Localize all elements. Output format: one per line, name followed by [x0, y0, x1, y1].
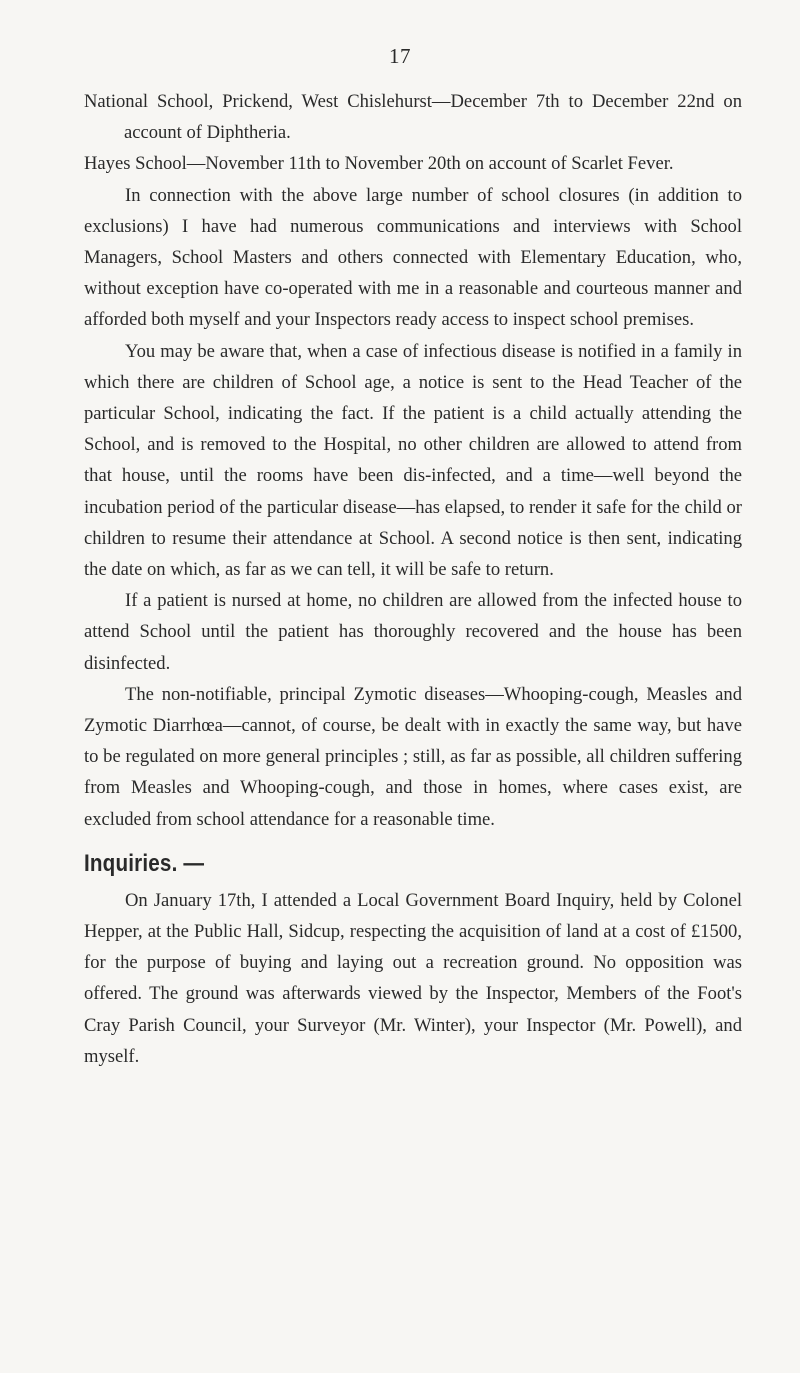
paragraph-school-closures: In connection with the above large number of school closures (in addition to exclusions) I have had numerous communications and interviews with School Managers, School Masters and others connected with Elementary Education, who, without exception have co-operated with me in a reasonable and courteous manner and afforded both myself and your Inspectors ready access to inspect school premises.: [84, 184, 742, 331]
closure-entry-national-school: National School, Prickend, West Chislehurst—December 7th to December 22nd on account of Diphtheria.: [84, 91, 742, 144]
page-body: [84, 86, 742, 1072]
section-heading-inquiries: Inquiries. —: [84, 849, 205, 877]
paragraph-inquiries: On January 17th, I attended a Local Government Board Inquiry, held by Colonel Hepper, at the Public Hall, Sidcup, respecting the acquisition of land at a cost of £1500, for the purpose of buying and laying out a recreation ground. No opposition was offered. The ground was afterwards viewed by the Inspector, Members of the Foot's Cray Parish Council, your Surveyor (Mr. Winter), your Inspector (Mr. Powell), and myself.: [84, 889, 742, 1067]
paragraph-notification-procedure: You may be aware that, when a case of infectious disease is notified in a family in which there are children of School age, a notice is sent to the Head Teacher of the particular School, indicating the fact. If the patient is a child actually attending the School, and is removed to the Hospital, no other children are allowed to attend from that house, until the rooms have been dis-infected, and a time—well beyond the incubation period of the particular disease—has elapsed, to render it safe for the child or children to resume their attendance at School. A second notice is then sent, indicating the date on which, as far as we can tell, it will be safe to return.: [84, 340, 742, 581]
paragraph-non-notifiable-diseases: The non-notifiable, principal Zymotic diseases—Whooping-cough, Measles and Zymotic Diarrhœa—cannot, of course, be dealt with in exactly the same way, but have to be regulated on more general principles ; still, as far as possible, all children suffering from Measles and Whooping-cough, and those in homes, where cases exist, are excluded from school attendance for a reasonable time.: [84, 683, 742, 830]
closure-entry-hayes-school: Hayes School—November 11th to November 20th on account of Scarlet Fever.: [84, 153, 674, 175]
paragraph-home-nursing: If a patient is nursed at home, no children are allowed from the infected house to attend School until the patient has thoroughly recovered and the house has been disinfected.: [84, 590, 742, 674]
page-number: 17: [389, 44, 411, 68]
